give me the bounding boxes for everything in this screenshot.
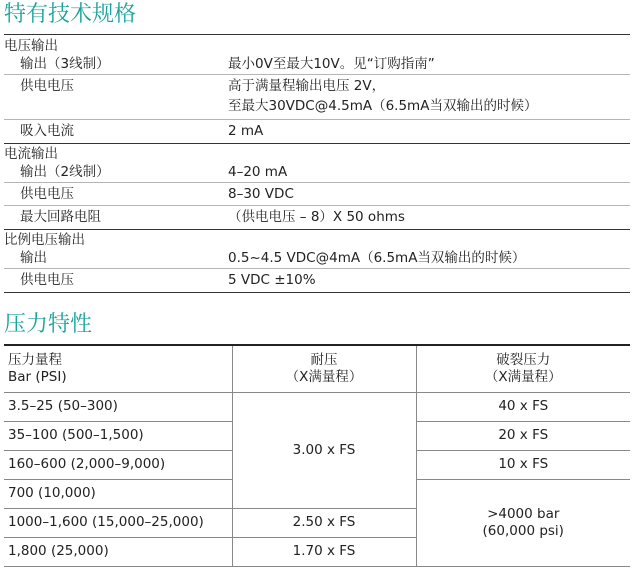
range-cell: 3.5–25 (50–300) xyxy=(4,392,232,421)
range-cell: 700 (10,000) xyxy=(4,479,232,508)
burst-line1: >4000 bar xyxy=(487,505,560,522)
spec-section-title: 特有技术规格 xyxy=(4,2,137,27)
current-output-value: 4–20 mA xyxy=(228,164,288,180)
range-cell: 1,800 (25,000) xyxy=(4,537,232,566)
proof-cell: 1.70 x FS xyxy=(232,537,416,566)
voltage-supply-value-2: 至最大30VDC@4.5mA（6.5mA当双输出的时候） xyxy=(228,98,538,114)
burst-cell: 20 x FS xyxy=(416,421,630,450)
table-row xyxy=(4,392,630,421)
spec-top-rule xyxy=(4,34,630,35)
loop-resistance-value: （供电电压 – 8）X 50 ohms xyxy=(228,209,405,225)
burst-line2: (60,000 psi) xyxy=(482,522,564,539)
range-cell: 35–100 (500–1,500) xyxy=(4,421,232,450)
ratio-output-value: 0.5~4.5 VDC@4mA（6.5mA当双输出的时候） xyxy=(228,250,526,266)
loop-resistance-label: 最大回路电阻 xyxy=(20,209,101,225)
proof-cell: 2.50 x FS xyxy=(232,508,416,537)
divider xyxy=(4,119,630,120)
ratio-supply-label: 供电电压 xyxy=(20,272,74,288)
pressure-section-title: 压力特性 xyxy=(4,312,93,337)
pressure-table xyxy=(4,344,630,567)
current-output-label: 输出（2线制） xyxy=(20,164,110,180)
voltage-output-label: 输出（3线制） xyxy=(20,56,110,72)
range-cell: 1000–1,600 (15,000–25,000) xyxy=(4,508,232,537)
col-range-line2: Bar (PSI) xyxy=(8,368,67,385)
divider xyxy=(4,182,630,183)
ratio-supply-value: 5 VDC ±10% xyxy=(228,272,316,288)
current-supply-value: 8–30 VDC xyxy=(228,186,294,202)
col-burst-line2: （X满量程） xyxy=(484,368,562,385)
voltage-supply-value-1: 高于满量程输出电压 2V， xyxy=(228,78,386,94)
ratio-output-header: 比例电压输出 xyxy=(4,232,85,248)
table-header-row xyxy=(4,345,630,392)
divider xyxy=(4,205,630,206)
spec-bottom-rule xyxy=(4,292,630,293)
burst-cell xyxy=(416,479,630,566)
col-range-line1: 压力量程 xyxy=(8,351,62,368)
sink-current-label: 吸入电流 xyxy=(20,123,74,139)
col-proof-line1: 耐压 xyxy=(310,351,338,368)
divider xyxy=(4,268,630,269)
current-output-header: 电流输出 xyxy=(4,146,58,162)
section-rule xyxy=(4,143,630,144)
col-burst-line1: 破裂压力 xyxy=(496,351,551,368)
proof-cell: 3.00 x FS xyxy=(232,392,416,508)
burst-cell: 40 x FS xyxy=(416,392,630,421)
voltage-output-value: 最小0V至最大10V。见“订购指南” xyxy=(228,56,435,72)
col-range-header xyxy=(4,345,232,392)
ratio-output-label: 输出 xyxy=(20,250,47,266)
voltage-supply-label: 供电电压 xyxy=(20,78,74,94)
sink-current-value: 2 mA xyxy=(228,123,264,139)
col-proof-line2: （X满量程） xyxy=(285,368,363,385)
section-rule xyxy=(4,229,630,230)
burst-cell: 10 x FS xyxy=(416,450,630,479)
current-supply-label: 供电电压 xyxy=(20,186,74,202)
voltage-output-header: 电压输出 xyxy=(4,38,58,54)
divider xyxy=(4,74,630,75)
col-proof-header xyxy=(232,345,416,392)
col-burst-header xyxy=(416,345,630,392)
range-cell: 160–600 (2,000–9,000) xyxy=(4,450,232,479)
